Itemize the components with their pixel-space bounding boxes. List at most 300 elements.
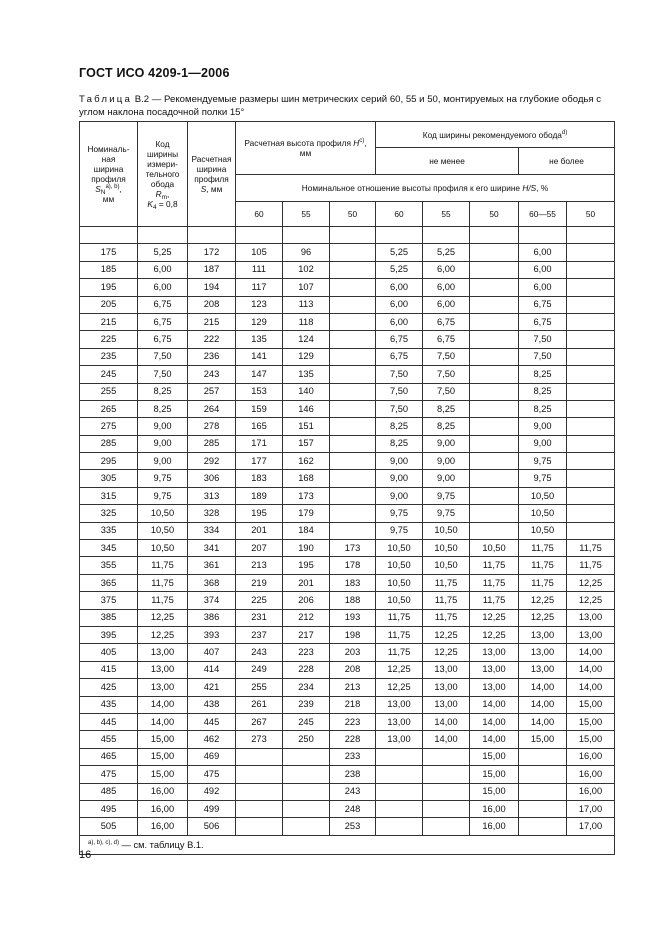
header-rim-width-line: ширины bbox=[146, 149, 179, 159]
table-cell: 168 bbox=[283, 470, 330, 487]
table-cell: 9,75 bbox=[423, 505, 470, 522]
table-row bbox=[80, 331, 615, 348]
header-nominal-width-line: ширина bbox=[93, 164, 124, 174]
table-cell: 10,50 bbox=[376, 592, 423, 609]
table-cell: 8,25 bbox=[376, 418, 423, 435]
table-cell bbox=[330, 453, 376, 470]
table-cell: 11,75 bbox=[567, 557, 615, 574]
table-cell: 245 bbox=[80, 366, 138, 383]
table-cell: 96 bbox=[283, 244, 330, 261]
header-series: 60 bbox=[236, 202, 283, 227]
header-series: 55 bbox=[423, 202, 470, 227]
table-cell: 386 bbox=[188, 609, 236, 626]
table-gap-row bbox=[80, 227, 615, 244]
header-design-width bbox=[188, 122, 236, 227]
table-cell: 9,00 bbox=[376, 470, 423, 487]
table-cell: 7,50 bbox=[423, 366, 470, 383]
header-rim-width-line: Код bbox=[155, 139, 170, 149]
table-cell bbox=[470, 522, 519, 539]
table-cell: 189 bbox=[236, 487, 283, 504]
table-cell: 11,75 bbox=[138, 592, 188, 609]
header-rim-width-code bbox=[138, 122, 188, 227]
table-cell bbox=[376, 800, 423, 817]
table-cell bbox=[567, 383, 615, 400]
table-cell: 12,25 bbox=[567, 574, 615, 591]
table-cell bbox=[330, 279, 376, 296]
header-series: 60—55 bbox=[519, 202, 567, 227]
table-cell: 9,00 bbox=[138, 435, 188, 452]
table-cell: 5,25 bbox=[376, 261, 423, 278]
table-cell: 223 bbox=[283, 644, 330, 661]
table-cell: 14,00 bbox=[423, 713, 470, 730]
tire-sizes-table bbox=[79, 121, 615, 855]
table-cell: 16,00 bbox=[567, 783, 615, 800]
table-cell: 12,25 bbox=[138, 609, 188, 626]
footnote-text: — см. таблицу В.1. bbox=[119, 839, 204, 850]
table-cell: 7,50 bbox=[423, 383, 470, 400]
table-row bbox=[80, 296, 615, 313]
table-cell: 313 bbox=[188, 487, 236, 504]
table-footnote-row bbox=[80, 835, 615, 854]
table-cell bbox=[423, 783, 470, 800]
table-cell: 14,00 bbox=[138, 696, 188, 713]
table-row bbox=[80, 626, 615, 643]
table-cell bbox=[519, 783, 567, 800]
table-body bbox=[80, 227, 615, 836]
table-cell bbox=[423, 766, 470, 783]
table-cell: 8,25 bbox=[519, 383, 567, 400]
table-cell: 361 bbox=[188, 557, 236, 574]
table-cell: 243 bbox=[188, 366, 236, 383]
table-row bbox=[80, 279, 615, 296]
table-cell: 6,00 bbox=[423, 261, 470, 278]
header-series: 50 bbox=[567, 202, 615, 227]
header-rim-width-line: измери- bbox=[147, 159, 178, 169]
table-cell: 285 bbox=[80, 435, 138, 452]
table-cell: 9,00 bbox=[519, 418, 567, 435]
table-cell: 13,00 bbox=[423, 696, 470, 713]
table-cell bbox=[470, 418, 519, 435]
table-cell: 231 bbox=[236, 609, 283, 626]
table-cell: 292 bbox=[188, 453, 236, 470]
table-cell: 16,00 bbox=[138, 800, 188, 817]
table-cell: 12,25 bbox=[519, 592, 567, 609]
table-cell: 438 bbox=[188, 696, 236, 713]
table-cell: 375 bbox=[80, 592, 138, 609]
table-cell: 228 bbox=[330, 731, 376, 748]
table-cell bbox=[567, 244, 615, 261]
table-cell: 234 bbox=[283, 679, 330, 696]
table-cell bbox=[567, 331, 615, 348]
table-cell bbox=[330, 522, 376, 539]
table-cell: 368 bbox=[188, 574, 236, 591]
table-cell: 495 bbox=[80, 800, 138, 817]
table-cell: 10,50 bbox=[519, 487, 567, 504]
table-row bbox=[80, 383, 615, 400]
table-cell: 173 bbox=[330, 540, 376, 557]
table-cell: 13,00 bbox=[470, 661, 519, 678]
header-symbol: H bbox=[353, 138, 360, 148]
table-row bbox=[80, 592, 615, 609]
table-cell: 13,00 bbox=[470, 679, 519, 696]
header-symbol: K bbox=[147, 199, 153, 209]
table-cell: 8,25 bbox=[138, 400, 188, 417]
table-row bbox=[80, 696, 615, 713]
table-cell: 245 bbox=[283, 713, 330, 730]
footnote-refs: a), b), c), d) bbox=[88, 839, 120, 846]
table-cell: 249 bbox=[236, 661, 283, 678]
table-row bbox=[80, 540, 615, 557]
table-cell bbox=[567, 470, 615, 487]
table-cell bbox=[567, 418, 615, 435]
table-cell: 178 bbox=[330, 557, 376, 574]
table-cell: 278 bbox=[188, 418, 236, 435]
header-recommended-rim bbox=[376, 122, 615, 148]
table-cell: 11,75 bbox=[376, 644, 423, 661]
table-cell: 118 bbox=[283, 313, 330, 330]
table-cell: 506 bbox=[188, 818, 236, 835]
table-caption-text: — Рекомендуемые размеры шин метрических серий 60, 55 и 50, монтируемых на глубокие ободья с углом наклона посадочной полки 15° bbox=[79, 94, 602, 118]
table-cell: 6,75 bbox=[519, 313, 567, 330]
table-cell: 5,25 bbox=[376, 244, 423, 261]
table-cell: 12,25 bbox=[470, 626, 519, 643]
table-cell: 12,25 bbox=[470, 609, 519, 626]
table-cell bbox=[470, 313, 519, 330]
table-cell: 6,00 bbox=[376, 296, 423, 313]
document-title: ГОСТ ИСО 4209-1—2006 bbox=[79, 66, 230, 80]
table-cell bbox=[567, 453, 615, 470]
table-cell: 111 bbox=[236, 261, 283, 278]
table-cell: 9,00 bbox=[519, 435, 567, 452]
table-cell: 334 bbox=[188, 522, 236, 539]
table-cell bbox=[376, 783, 423, 800]
table-cell: 14,00 bbox=[519, 713, 567, 730]
header-symbol: H/S bbox=[522, 183, 537, 193]
table-cell: 9,75 bbox=[376, 522, 423, 539]
header-design-height bbox=[236, 122, 376, 175]
table-cell: 10,50 bbox=[376, 574, 423, 591]
table-cell bbox=[470, 400, 519, 417]
table-cell bbox=[470, 453, 519, 470]
table-cell: 15,00 bbox=[470, 766, 519, 783]
table-cell bbox=[236, 766, 283, 783]
header-nominal-width-line: профиля bbox=[91, 174, 126, 184]
table-cell bbox=[283, 748, 330, 765]
table-cell: 146 bbox=[283, 400, 330, 417]
table-cell: 8,25 bbox=[376, 435, 423, 452]
table-cell: 374 bbox=[188, 592, 236, 609]
table-cell: 102 bbox=[283, 261, 330, 278]
table-cell: 253 bbox=[330, 818, 376, 835]
table-cell: 6,00 bbox=[423, 296, 470, 313]
table-cell: 195 bbox=[283, 557, 330, 574]
table-cell: 421 bbox=[188, 679, 236, 696]
table-cell: 187 bbox=[188, 261, 236, 278]
table-cell: 15,00 bbox=[138, 766, 188, 783]
table-cell: 10,50 bbox=[423, 540, 470, 557]
table-cell: 395 bbox=[80, 626, 138, 643]
table-cell: 16,00 bbox=[567, 748, 615, 765]
table-cell bbox=[330, 348, 376, 365]
table-cell bbox=[567, 522, 615, 539]
table-cell: 212 bbox=[283, 609, 330, 626]
table-row bbox=[80, 453, 615, 470]
header-design-height-text: Расчетная высота профиля bbox=[244, 138, 351, 148]
table-cell: 201 bbox=[283, 574, 330, 591]
table-cell bbox=[519, 748, 567, 765]
table-cell: 9,75 bbox=[138, 487, 188, 504]
table-cell: 213 bbox=[330, 679, 376, 696]
page-number: 16 bbox=[79, 849, 92, 861]
table-row bbox=[80, 574, 615, 591]
table-cell bbox=[470, 470, 519, 487]
table-cell: 105 bbox=[236, 244, 283, 261]
table-cell: 6,75 bbox=[376, 348, 423, 365]
table-cell: 185 bbox=[80, 261, 138, 278]
table-cell: 13,00 bbox=[376, 731, 423, 748]
table-cell: 201 bbox=[236, 522, 283, 539]
table-cell: 10,50 bbox=[376, 540, 423, 557]
table-cell: 208 bbox=[188, 296, 236, 313]
table-cell: 265 bbox=[80, 400, 138, 417]
table-cell: 255 bbox=[236, 679, 283, 696]
table-cell bbox=[330, 261, 376, 278]
table-cell bbox=[376, 818, 423, 835]
table-cell bbox=[470, 279, 519, 296]
table-cell: 8,25 bbox=[519, 366, 567, 383]
table-cell: 11,75 bbox=[470, 574, 519, 591]
table-cell bbox=[330, 418, 376, 435]
table-cell: 275 bbox=[80, 418, 138, 435]
table-cell bbox=[567, 366, 615, 383]
table-cell bbox=[470, 296, 519, 313]
table-cell: 195 bbox=[236, 505, 283, 522]
table-row bbox=[80, 418, 615, 435]
table-cell: 295 bbox=[80, 453, 138, 470]
table-cell bbox=[330, 331, 376, 348]
header-not-more: не более bbox=[519, 148, 615, 175]
table-cell: 415 bbox=[80, 661, 138, 678]
table-cell: 147 bbox=[236, 366, 283, 383]
table-cell: 183 bbox=[330, 574, 376, 591]
table-cell bbox=[567, 505, 615, 522]
table-cell: 171 bbox=[236, 435, 283, 452]
table-cell: 129 bbox=[283, 348, 330, 365]
table-cell bbox=[330, 383, 376, 400]
table-cell: 223 bbox=[330, 713, 376, 730]
header-symbol: S bbox=[200, 184, 207, 194]
header-rim-width-line: тельного bbox=[145, 169, 180, 179]
table-cell: 206 bbox=[283, 592, 330, 609]
table-cell: 7,50 bbox=[519, 348, 567, 365]
table-cell bbox=[376, 766, 423, 783]
table-row bbox=[80, 522, 615, 539]
table-cell: 12,25 bbox=[423, 644, 470, 661]
table-cell: 475 bbox=[80, 766, 138, 783]
table-cell: 264 bbox=[188, 400, 236, 417]
table-cell: 13,00 bbox=[138, 679, 188, 696]
table-cell bbox=[423, 748, 470, 765]
table-cell: 11,75 bbox=[423, 574, 470, 591]
table-cell: 6,75 bbox=[138, 331, 188, 348]
table-cell: 11,75 bbox=[423, 592, 470, 609]
table-row bbox=[80, 557, 615, 574]
table-row bbox=[80, 644, 615, 661]
table-cell bbox=[470, 244, 519, 261]
table-cell: 14,00 bbox=[567, 644, 615, 661]
table-cell: 11,75 bbox=[519, 574, 567, 591]
table-cell: 11,75 bbox=[423, 609, 470, 626]
header-rim-width-line: обода bbox=[150, 179, 175, 189]
table-cell: 328 bbox=[188, 505, 236, 522]
table-cell: 183 bbox=[236, 470, 283, 487]
table-cell: 117 bbox=[236, 279, 283, 296]
table-cell: 7,50 bbox=[138, 348, 188, 365]
table-cell bbox=[283, 783, 330, 800]
table-cell: 239 bbox=[283, 696, 330, 713]
header-unit: , мм bbox=[206, 184, 223, 194]
table-cell: 7,50 bbox=[376, 400, 423, 417]
table-row bbox=[80, 818, 615, 835]
table-cell: 475 bbox=[188, 766, 236, 783]
table-cell: 15,00 bbox=[567, 731, 615, 748]
table-cell: 8,25 bbox=[423, 418, 470, 435]
table-cell: 140 bbox=[283, 383, 330, 400]
table-cell: 11,75 bbox=[376, 626, 423, 643]
table-caption-number: В.2 bbox=[134, 94, 150, 105]
table-cell: 9,75 bbox=[376, 505, 423, 522]
table-cell: 107 bbox=[283, 279, 330, 296]
table-cell: 257 bbox=[188, 383, 236, 400]
table-cell: 15,00 bbox=[567, 696, 615, 713]
table-cell bbox=[470, 348, 519, 365]
table-cell: 7,50 bbox=[376, 383, 423, 400]
table-cell: 225 bbox=[80, 331, 138, 348]
header-coefficient: = 0,8 bbox=[156, 199, 178, 209]
table-cell: 16,00 bbox=[470, 800, 519, 817]
table-cell: 238 bbox=[330, 766, 376, 783]
table-row bbox=[80, 661, 615, 678]
table-cell: 425 bbox=[80, 679, 138, 696]
table-cell: 6,75 bbox=[138, 313, 188, 330]
table-cell: 11,75 bbox=[138, 574, 188, 591]
table-cell: 10,50 bbox=[138, 540, 188, 557]
table-cell: 17,00 bbox=[567, 818, 615, 835]
table-cell: 12,25 bbox=[376, 661, 423, 678]
table-cell bbox=[236, 748, 283, 765]
table-cell: 159 bbox=[236, 400, 283, 417]
header-nominal-width-line: ная bbox=[101, 154, 116, 164]
header-symbol: S bbox=[95, 184, 101, 194]
table-cell: 9,75 bbox=[138, 470, 188, 487]
table-cell: 6,00 bbox=[519, 261, 567, 278]
table-cell: 10,50 bbox=[138, 505, 188, 522]
table-cell: 285 bbox=[188, 435, 236, 452]
header-design-width-line: Расчетная bbox=[191, 154, 232, 164]
table-cell: 228 bbox=[283, 661, 330, 678]
table-cell bbox=[567, 313, 615, 330]
table-cell: 13,00 bbox=[519, 661, 567, 678]
header-series: 50 bbox=[330, 202, 376, 227]
table-cell bbox=[423, 818, 470, 835]
table-cell bbox=[470, 261, 519, 278]
table-cell: 11,75 bbox=[567, 540, 615, 557]
header-series: 50 bbox=[470, 202, 519, 227]
table-cell: 9,00 bbox=[376, 453, 423, 470]
table-cell: 365 bbox=[80, 574, 138, 591]
table-cell: 6,00 bbox=[519, 244, 567, 261]
table-row bbox=[80, 731, 615, 748]
table-cell bbox=[567, 400, 615, 417]
table-cell: 193 bbox=[330, 609, 376, 626]
table-row bbox=[80, 435, 615, 452]
table-row bbox=[80, 713, 615, 730]
table-cell: 13,00 bbox=[519, 626, 567, 643]
table-cell: 235 bbox=[80, 348, 138, 365]
table-row bbox=[80, 348, 615, 365]
table-row bbox=[80, 766, 615, 783]
table-cell: 195 bbox=[80, 279, 138, 296]
table-row bbox=[80, 783, 615, 800]
table-cell: 218 bbox=[330, 696, 376, 713]
table-cell: 445 bbox=[188, 713, 236, 730]
table-cell bbox=[283, 766, 330, 783]
table-cell: 14,00 bbox=[567, 679, 615, 696]
table-cell: 5,25 bbox=[138, 244, 188, 261]
table-cell: 213 bbox=[236, 557, 283, 574]
table-cell: 385 bbox=[80, 609, 138, 626]
header-footnote-ref: a), b) bbox=[105, 184, 120, 190]
table-cell: 13,00 bbox=[567, 626, 615, 643]
table-cell: 9,75 bbox=[423, 487, 470, 504]
table-cell: 5,25 bbox=[423, 244, 470, 261]
table-cell: 12,25 bbox=[376, 679, 423, 696]
table-cell: 10,50 bbox=[376, 557, 423, 574]
table-cell: 9,00 bbox=[423, 435, 470, 452]
table-cell: 9,00 bbox=[138, 418, 188, 435]
table-cell: 9,00 bbox=[376, 487, 423, 504]
table-cell: 157 bbox=[283, 435, 330, 452]
header-unit: мм bbox=[299, 148, 312, 158]
table-cell: 325 bbox=[80, 505, 138, 522]
table-cell: 16,00 bbox=[567, 766, 615, 783]
table-cell: 455 bbox=[80, 731, 138, 748]
header-punctuation: , bbox=[119, 184, 122, 194]
table-cell: 188 bbox=[330, 592, 376, 609]
table-cell: 222 bbox=[188, 331, 236, 348]
table-cell: 10,50 bbox=[519, 522, 567, 539]
table-cell: 173 bbox=[283, 487, 330, 504]
header-punctuation: , bbox=[364, 138, 367, 148]
table-cell: 12,25 bbox=[423, 626, 470, 643]
table-cell: 177 bbox=[236, 453, 283, 470]
table-cell bbox=[330, 400, 376, 417]
table-cell: 9,75 bbox=[519, 470, 567, 487]
header-subscript: 4 bbox=[152, 204, 157, 211]
table-cell: 13,00 bbox=[423, 679, 470, 696]
header-footnote-ref: d) bbox=[561, 129, 568, 136]
table-row bbox=[80, 748, 615, 765]
table-cell: 14,00 bbox=[519, 696, 567, 713]
table-cell: 7,50 bbox=[138, 366, 188, 383]
header-design-width-line: профиля bbox=[194, 174, 229, 184]
table-cell: 243 bbox=[236, 644, 283, 661]
table-cell: 14,00 bbox=[567, 661, 615, 678]
table-cell: 13,00 bbox=[567, 609, 615, 626]
table-cell: 499 bbox=[188, 800, 236, 817]
table-cell bbox=[330, 435, 376, 452]
table-cell: 16,00 bbox=[470, 818, 519, 835]
